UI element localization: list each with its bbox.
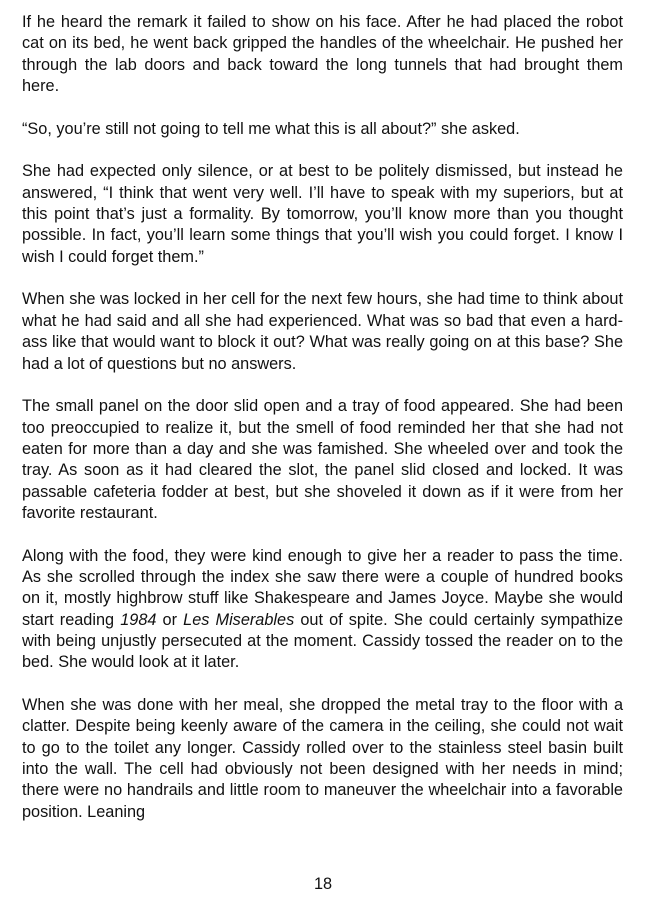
paragraph-text: When she was done with her meal, she dropped the metal tray to the floor with a clatter. Despite being keenly aware of the camera in the ceiling, she could not wait to go to the toilet any longer. Cassidy rolled over to the stainless steel basin built into the wall. The cell had obviously not been designed with her needs in mind; there were no handrails and little room to maneuver the wheelchair into a favorable position. Leaning [22, 696, 623, 821]
paragraph-text: out of spite. She could certainly sympathize with being unjustly persecuted at the moment. Cassidy tossed the reader on to the bed. She would look at it later. [22, 610, 623, 672]
paragraph [22, 396, 623, 524]
paragraph-text: When she was locked in her cell for the next few hours, she had time to think about what he had said and all she had experienced. What was so bad that even a hard-ass like that would want to block it out? What was really going on at this base? She had a lot of questions but no answers. [22, 290, 623, 373]
paragraph-text: The small panel on the door slid open and a tray of food appeared. She had been too preoccupied to realize it, but the smell of food reminded her that she had not eaten for more than a day and she was famished. She wheeled over and took the tray. As soon as it had cleared the slot, the panel slid closed and locked. It was passable cafeteria fodder at best, but she shoveled it down as if it were from her favorite restaurant. [22, 397, 623, 522]
paragraph [22, 695, 623, 823]
paragraph-text: “So, you’re still not going to tell me what this is all about?” she asked. [22, 119, 520, 138]
paragraph-text: Along with the food, they were kind enough to give her a reader to pass the time. As she scrolled through the index she saw there were a couple of hundred books on it, mostly highbrow stuff like Shakespeare and James Joyce. Maybe she would start reading [22, 546, 623, 629]
paragraph [22, 161, 623, 268]
paragraph [22, 12, 623, 97]
paragraph [22, 289, 623, 374]
paragraph-text: If he heard the remark it failed to show on his face. After he had placed the robot cat on its bed, he went back gripped the handles of the wheelchair. He pushed her through the lab doors and back toward the long tunnels that had brought them here. [22, 13, 623, 96]
paragraph-text: or [156, 610, 184, 629]
book-title-italic: Les Miserables [183, 610, 295, 629]
document-page [22, 12, 623, 844]
book-title-italic: 1984 [120, 610, 157, 629]
page-number: 18 [313, 875, 333, 893]
paragraph-text: She had expected only silence, or at best to be politely dismissed, but instead he answered, “I think that went very well. I’ll have to speak with my superiors, but at this point that’s just a formality. By tomorrow, you’ll know more than you thought possible. In fact, you’ll learn some things that you’ll wish you could forget. I know I wish I could forget them.” [22, 162, 623, 266]
paragraph [22, 119, 623, 140]
paragraph [22, 546, 623, 674]
